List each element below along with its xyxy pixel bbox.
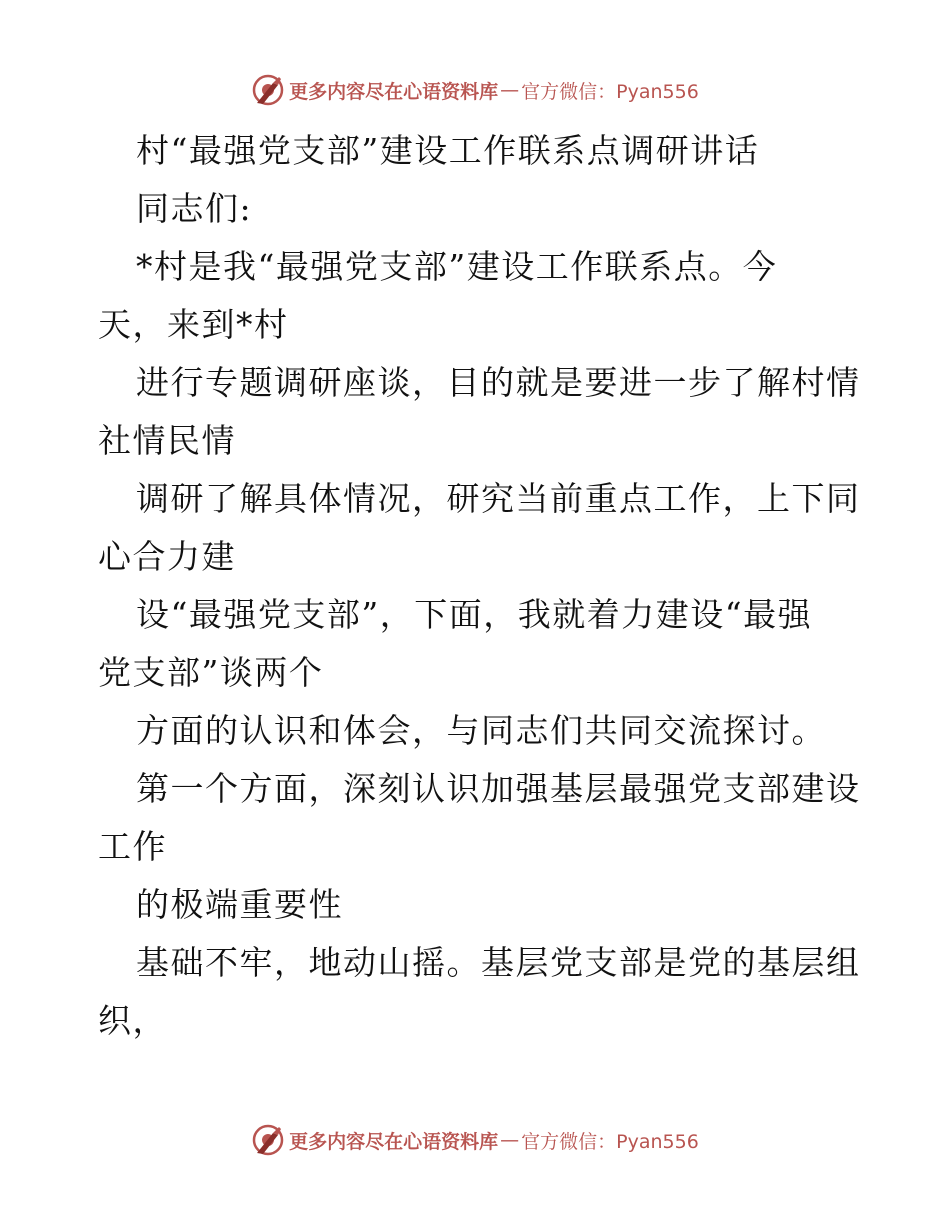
banner-text: 更多内容尽在心语资料库: [289, 80, 499, 103]
paragraph-line: *村是我“最强党支部”建设工作联系点。今: [136, 247, 778, 286]
paragraph-line: 织，: [98, 1001, 167, 1040]
document-title: 村“最强党支部”建设工作联系点调研讲话: [136, 131, 760, 170]
pen-logo-icon: [251, 1123, 285, 1157]
section-heading-line: 工作: [98, 827, 167, 866]
banner-wechat-id: 官方微信：Pyan556: [521, 80, 699, 103]
footer-watermark-banner: [0, 1120, 950, 1160]
paragraph-line: 社情民情: [98, 421, 236, 460]
paragraph-line: 心合力建: [98, 537, 236, 576]
header-watermark-banner: [0, 70, 950, 110]
section-heading-line: 的极端重要性: [136, 885, 343, 924]
section-heading-line: 第一个方面，深刻认识加强基层最强党支部建设: [136, 769, 861, 808]
document-body: [98, 122, 861, 1050]
banner-wechat-id: 官方微信：Pyan556: [521, 1130, 699, 1153]
banner-separator: —: [500, 79, 520, 101]
paragraph-line: 方面的认识和体会，与同志们共同交流探讨。: [136, 711, 826, 750]
paragraph-line: 天，来到*村: [98, 305, 289, 344]
paragraph-line: 党支部”谈两个: [98, 653, 324, 692]
salutation: 同志们:: [136, 189, 253, 228]
pen-logo-icon: [251, 73, 285, 107]
paragraph-line: 设“最强党支部”，下面，我就着力建设“最强: [136, 595, 813, 634]
paragraph-line: 进行专题调研座谈，目的就是要进一步了解村情: [136, 363, 861, 402]
banner-separator: —: [500, 1129, 520, 1151]
paragraph-line: 基础不牢，地动山摇。基层党支部是党的基层组: [136, 943, 861, 982]
paragraph-line: 调研了解具体情况，研究当前重点工作，上下同: [136, 479, 861, 518]
banner-text: 更多内容尽在心语资料库: [289, 1130, 499, 1153]
